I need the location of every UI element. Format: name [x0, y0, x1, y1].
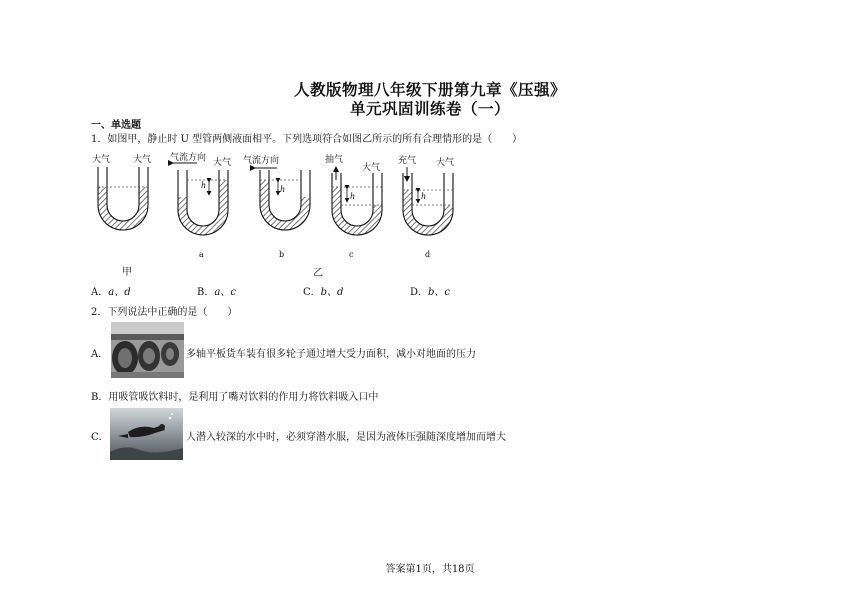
label-air-d: 大气 [436, 158, 455, 168]
q1-option-d[interactable] [410, 283, 450, 298]
q1-option-c-text: b、d [320, 287, 344, 298]
label-h-d: h [421, 192, 427, 201]
diver-photo [110, 408, 183, 460]
truck-wheels-photo [111, 322, 184, 378]
label-inflate-d: 充气 [398, 156, 417, 166]
label-h-c: h [350, 192, 356, 201]
label-fig-a: a [199, 250, 204, 259]
u-tube-d [403, 167, 453, 235]
q1-option-a-letter: A． [91, 287, 109, 298]
q2-option-b[interactable] [91, 388, 378, 403]
q2-option-c-text: 人潜入较深的水中时，必须穿潜水服，是因为液体压强随深度增加而增大 [186, 432, 506, 443]
q1-option-c[interactable] [303, 283, 343, 298]
label-air-a: 大气 [213, 158, 232, 168]
label-airflow-a: 气流方向 [170, 153, 207, 163]
label-fig-c: c [349, 250, 354, 259]
q1-option-d-text: b、c [428, 287, 451, 298]
label-air-jia-right: 大气 [133, 155, 152, 165]
q2-option-a-letter: A． [91, 349, 109, 360]
q1-option-a-text: a、d [108, 287, 131, 298]
question-2-stem: 2．下列说法中正确的是（ ） [91, 307, 238, 318]
question-1-stem: 1．如图甲，静止时 U 型管两侧液面相平。下列选项符合如图乙所示的所有合理情形的是（ ） [91, 134, 523, 145]
q2-option-c-letter: C． [91, 432, 109, 443]
q1-option-b[interactable] [197, 283, 236, 298]
document-title-line2: 单元巩固训练卷（一） [349, 100, 510, 118]
q1-option-b-text: a、c [214, 287, 236, 298]
q1-option-c-letter: C． [303, 287, 321, 298]
page-footer: 答案第1页，共18页 [385, 564, 475, 575]
q1-option-a[interactable] [91, 283, 131, 298]
label-air-c: 大气 [362, 163, 381, 173]
u-tube-b [255, 168, 310, 230]
u-tube-c [332, 167, 382, 235]
label-fig-yi: 乙 [313, 268, 323, 279]
label-h-a: h [201, 181, 207, 190]
label-pump-out-c: 抽气 [325, 155, 344, 165]
label-airflow-b: 气流方向 [243, 156, 280, 166]
label-h-b: h [280, 185, 286, 194]
label-air-jia-left: 大气 [92, 155, 111, 165]
q2-option-a-text: 多轴平板货车装有很多轮子通过增大受力面积，减小对地面的压力 [186, 349, 476, 360]
label-fig-b: b [279, 250, 285, 259]
q1-option-d-letter: D． [410, 287, 429, 298]
q1-option-b-letter: B． [197, 287, 215, 298]
u-tube-figure [85, 145, 485, 280]
label-fig-jia: 甲 [122, 267, 132, 278]
u-tube-jia [98, 167, 148, 230]
section-heading: 一、单选题 [91, 120, 141, 131]
document-title-line1: 人教版物理八年级下册第九章《压强》 [293, 81, 566, 99]
label-fig-d: d [425, 250, 431, 259]
q2-option-b-letter: B． [91, 392, 109, 403]
q2-option-b-text: 用吸管吸饮料时，是利用了嘴对饮料的作用力将饮料吸入口中 [108, 392, 379, 403]
u-tube-a [173, 163, 228, 235]
